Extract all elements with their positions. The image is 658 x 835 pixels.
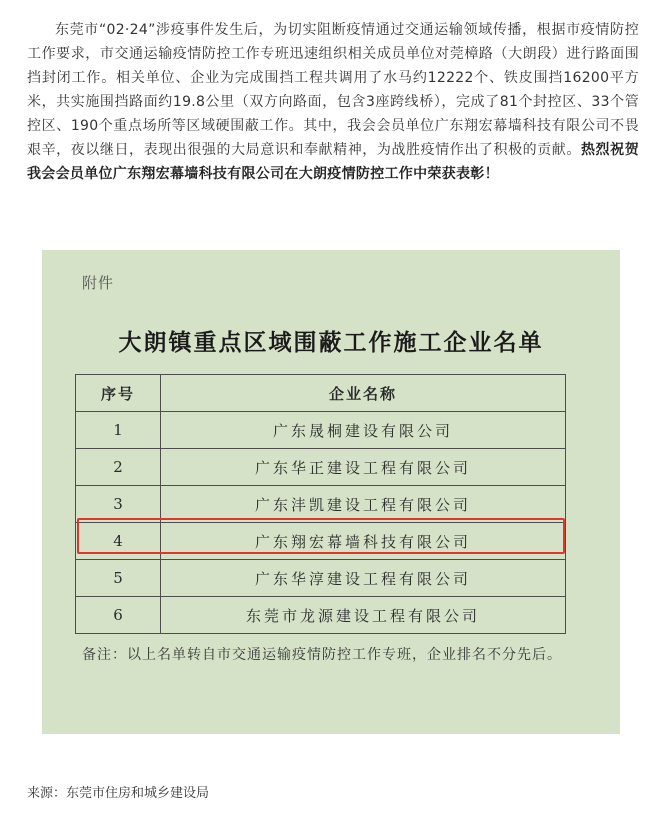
row-company-name: 广东华淳建设工程有限公司: [161, 560, 566, 597]
row-no: 6: [76, 597, 161, 634]
row-no: 5: [76, 560, 161, 597]
table-row: [76, 412, 566, 449]
table-header-row: [76, 375, 566, 412]
attachment-image: [42, 250, 620, 734]
table-row: [76, 560, 566, 597]
row-company-name: 广东翔宏幕墙科技有限公司: [161, 523, 566, 560]
table-row: [76, 597, 566, 634]
row-no: 1: [76, 412, 161, 449]
company-table: [75, 374, 566, 634]
row-company-name: 东莞市龙源建设工程有限公司: [161, 597, 566, 634]
row-no: 2: [76, 449, 161, 486]
row-no: 4: [76, 523, 161, 560]
row-company-name: 广东沣凯建设工程有限公司: [161, 486, 566, 523]
attachment-label: 附件: [82, 274, 115, 292]
row-company-name: 广东晟桐建设有限公司: [161, 412, 566, 449]
highlight-box: [77, 518, 565, 554]
header-company-name: 企业名称: [161, 375, 566, 412]
row-company-name: 广东华正建设工程有限公司: [161, 449, 566, 486]
header-no: 序号: [76, 375, 161, 412]
source-line: 来源：东莞市住房和城乡建设局: [27, 786, 210, 801]
table-row: [76, 449, 566, 486]
article-congratulation: 热烈祝贺我会会员单位广东翔宏幕墙科技有限公司在大朗疫情防控工作中荣获表彰！: [27, 142, 640, 182]
table-row: [76, 486, 566, 523]
attachment-title: 大朗镇重点区域围蔽工作施工企业名单: [118, 330, 544, 356]
attachment-note: 备注：以上名单转自市交通运输疫情防控工作专班，企业排名不分先后。: [82, 647, 562, 663]
article-paragraph: [27, 18, 639, 186]
row-no: 3: [76, 486, 161, 523]
article-text: 东莞市“02·24”涉疫事件发生后，为切实阻断疫情通过交通运输领域传播，根据市疫情防控工作要求，市交通运输疫情防控工作专班迅速组织相关成员单位对莞樟路（大朗段）进行路面围挡封闭工作。相关单位、企业为完成围挡工程共调用了水马约12222个、铁皮围挡16200平方米，共实施围挡路面约19.8公里（双方向路面，包含3座跨线桥），完成了81个封控区、33个管控区、190个重点场所等区域硬围蔽工作。其中，我会会员单位广东翔宏幕墙科技有限公司不畏艰辛，夜以继日，表现出很强的大局意识和奉献精神，为战胜疫情作出了积极的贡献。: [27, 22, 639, 158]
